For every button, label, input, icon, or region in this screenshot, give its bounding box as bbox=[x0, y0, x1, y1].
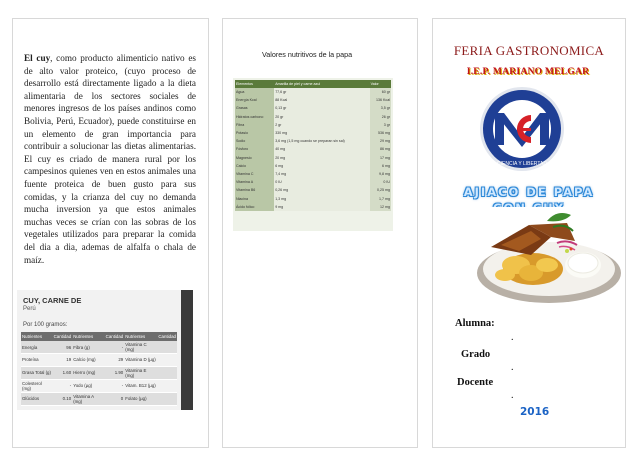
potato-table-cell: 29 mg bbox=[370, 137, 391, 145]
potato-table-cell: 88 Kcal bbox=[274, 96, 369, 104]
potato-table-title: Valores nutritivos de la papa bbox=[262, 50, 353, 59]
cuy-table-body bbox=[21, 341, 177, 405]
cuy-table-cell: Folato (µg) bbox=[124, 392, 157, 405]
potato-table-cell: Ácido fólico bbox=[235, 203, 274, 211]
potato-table-cell: Energía Kcal bbox=[235, 96, 274, 104]
potato-table-cell: Potasio bbox=[235, 129, 274, 137]
potato-table-cell: 26 gr bbox=[370, 113, 391, 121]
potato-table-cell: Vitamina B6 bbox=[235, 186, 274, 194]
potato-table-cell: Vitamina C bbox=[235, 170, 274, 178]
cuy-table-cell: - bbox=[105, 341, 125, 354]
year: 2016 bbox=[520, 406, 550, 418]
school-logo bbox=[479, 85, 565, 173]
potato-table-cell: 3,5 gr bbox=[370, 104, 391, 112]
potato-table-cell: 1,3 mg bbox=[274, 194, 369, 202]
potato-table-cell: 77,6 gr bbox=[274, 88, 369, 96]
potato-table-cell: 7,4 mg bbox=[274, 170, 369, 178]
logo-text: CIENCIA Y LIBERTAD bbox=[497, 161, 547, 167]
cuy-nutrition-table bbox=[21, 332, 177, 406]
potato-table-row bbox=[235, 137, 391, 145]
cuy-header: Nutrientes bbox=[21, 332, 53, 341]
potato-table-cell: 2 gr bbox=[274, 121, 369, 129]
intro-text: , como producto alimenticio nativo es de alto valor proteico, (cuyo proceso de desarrollo está directamente ligado a la dieta alimentaria de los sectores sociales de menores ingresos de los países andinos como Bolivia, Perú, Ecuador), puede constituirse en un elemento de gran importancia para contribuir a solucionar las dietas alimentarias. El cuy es criado de manera rural por los campesinos quienes ven en estos animales una fuente proteica de buen gusto para sus comidas, y la crianza del cuy no demanda mucha inversion ya que estos animales muchas veces se crían con las sobras de los vegetales utilizados para preparar la comida del dia a dia, ademas de alfalfa o chala de maíz. bbox=[24, 53, 196, 265]
potato-table-row bbox=[235, 113, 391, 121]
cuy-table-title: CUY, CARNE DE bbox=[23, 296, 82, 305]
potato-table-row bbox=[235, 186, 391, 194]
cuy-header: Cantidad bbox=[53, 334, 72, 339]
potato-table-row bbox=[235, 88, 391, 96]
potato-table-cell: 3 gr bbox=[370, 121, 391, 129]
potato-table-row bbox=[235, 121, 391, 129]
cuy-table-cell: 0.10 bbox=[53, 392, 73, 405]
event-title: FERIA GASTRONOMICA bbox=[453, 43, 605, 58]
potato-table-row bbox=[235, 104, 391, 112]
teacher-label: Docente bbox=[457, 377, 494, 388]
potato-table-row bbox=[235, 129, 391, 137]
potato-table-cell: 6 mg bbox=[274, 162, 369, 170]
cuy-table-cell: Hierro (mg) bbox=[72, 366, 104, 379]
cuy-table-cell bbox=[157, 379, 177, 392]
cuy-table-cell: - bbox=[53, 379, 73, 392]
potato-table-cell: Calcio bbox=[235, 162, 274, 170]
cuy-table-cell: Colesterol (mg) bbox=[21, 379, 53, 392]
intro-paragraph bbox=[24, 52, 196, 266]
potato-header: Amarilla de piel y carne azul bbox=[274, 80, 369, 88]
cuy-table-cell bbox=[157, 392, 177, 405]
dish-title-line1: AJIACO DE PAPA bbox=[463, 185, 595, 199]
potato-table-cell: 6 mg bbox=[370, 162, 391, 170]
potato-table-cell: Niacina bbox=[235, 194, 274, 202]
cuy-table-cell: 0 bbox=[105, 392, 125, 405]
potato-table-cell: 0 IU bbox=[370, 178, 391, 186]
cuy-table-row bbox=[21, 379, 177, 392]
cuy-table-cell: 29 bbox=[105, 354, 125, 367]
cuy-table-cell: Vitamina D (µg) bbox=[124, 354, 157, 367]
cuy-table-cell: 96 bbox=[53, 341, 73, 354]
cuy-header: Cantidad bbox=[105, 334, 124, 339]
cuy-table-cell: Glúcidos bbox=[21, 392, 53, 405]
potato-table-cell: 0,26 mg bbox=[274, 186, 369, 194]
potato-table-cell: 20 mg bbox=[274, 154, 369, 162]
potato-table-cell: 12 mg bbox=[370, 203, 391, 211]
potato-table-row bbox=[235, 154, 391, 162]
potato-table-cell: 330 mg bbox=[274, 129, 369, 137]
potato-table-cell: 536 mg bbox=[370, 129, 391, 137]
dish-photo bbox=[471, 207, 621, 307]
potato-table-body bbox=[235, 88, 391, 211]
potato-table-row bbox=[235, 178, 391, 186]
cuy-table-row bbox=[21, 354, 177, 367]
cuy-table-cell bbox=[157, 341, 177, 354]
potato-nutrition-card bbox=[233, 78, 393, 231]
cuy-header: Nutrientes bbox=[124, 332, 157, 341]
potato-table-row bbox=[235, 96, 391, 104]
potato-table-cell: 86 mg bbox=[370, 145, 391, 153]
potato-table-cell: 17 mg bbox=[370, 154, 391, 162]
cuy-table-cell: 1.90 bbox=[105, 366, 125, 379]
potato-table-cell: 60 gr bbox=[370, 88, 391, 96]
grade-field[interactable]: . bbox=[511, 362, 514, 373]
potato-table-cell: 3,6 mg (1,5 mg cuando se preparan sin sal) bbox=[274, 137, 369, 145]
potato-table-cell: Sodio bbox=[235, 137, 274, 145]
cuy-table-cell: Vitamina A (mg) bbox=[72, 392, 104, 405]
potato-table-row bbox=[235, 203, 391, 211]
student-label: Alumna: bbox=[455, 318, 495, 329]
student-field[interactable]: . bbox=[511, 332, 514, 343]
potato-table-cell: Hidratos carbono bbox=[235, 113, 274, 121]
potato-table-cell: 136 Kcal bbox=[370, 96, 391, 104]
potato-table-cell: 9,8 mg bbox=[370, 170, 391, 178]
potato-table-cell: Vitamina A bbox=[235, 178, 274, 186]
cuy-header: Cantidad bbox=[158, 334, 176, 339]
cuy-table-row bbox=[21, 341, 177, 354]
cuy-table-cell: Vitam. B12 (µg) bbox=[124, 379, 157, 392]
cuy-table-cell: Grasa Total (g) bbox=[21, 366, 53, 379]
school-name: I.E.P. MARIANO MELGAR bbox=[466, 66, 590, 77]
cuy-table-cell: - bbox=[105, 379, 125, 392]
cuy-table-per: Por 100 gramos: bbox=[23, 322, 68, 328]
cuy-table-cell: Vitamina E (mg) bbox=[124, 366, 157, 379]
grade-label: Grado bbox=[461, 349, 491, 360]
cuy-table-cell: Yodo (µg) bbox=[72, 379, 104, 392]
potato-table-cell: 40 mg bbox=[274, 145, 369, 153]
cuy-table-cell: Vitamina C (mg) bbox=[124, 341, 157, 354]
cuy-table-cell: Energía bbox=[21, 341, 53, 354]
cuy-table-row bbox=[21, 366, 177, 379]
potato-table-cell: 20 gr bbox=[274, 113, 369, 121]
potato-table-cell: Fósforo bbox=[235, 145, 274, 153]
cuy-nutrition-card bbox=[17, 290, 193, 410]
potato-table-cell: 0,25 mg bbox=[370, 186, 391, 194]
potato-table-row bbox=[235, 145, 391, 153]
potato-table-row bbox=[235, 170, 391, 178]
potato-table-row bbox=[235, 162, 391, 170]
potato-table-cell: Agua bbox=[235, 88, 274, 96]
cuy-table-cell: 19 bbox=[53, 354, 73, 367]
cuy-table-subtitle: Perú bbox=[23, 306, 36, 312]
potato-table-cell: Magnesio bbox=[235, 154, 274, 162]
cuy-table-cell: Proteína bbox=[21, 354, 53, 367]
potato-table-cell: Fibra bbox=[235, 121, 274, 129]
potato-table-cell: 0,13 gr bbox=[274, 104, 369, 112]
potato-table-cell: Grasas bbox=[235, 104, 274, 112]
potato-header: Valor bbox=[370, 80, 391, 88]
cuy-table-cell: 1.60 bbox=[53, 366, 73, 379]
potato-table-cell: 1,7 mg bbox=[370, 194, 391, 202]
cuy-table-cell: Fibra (g) bbox=[72, 341, 104, 354]
potato-table-row bbox=[235, 194, 391, 202]
cuy-table-cell bbox=[157, 354, 177, 367]
cuy-table-cell bbox=[157, 366, 177, 379]
cuy-table-cell: Calcio (mg) bbox=[72, 354, 104, 367]
potato-header: Elementos bbox=[235, 80, 274, 88]
potato-table-cell: 0 IU bbox=[274, 178, 369, 186]
cuy-table-row bbox=[21, 392, 177, 405]
teacher-field[interactable]: . bbox=[511, 390, 514, 401]
potato-nutrition-table bbox=[235, 80, 391, 211]
cuy-header: Nutrientes bbox=[72, 332, 104, 341]
intro-bold: El cuy bbox=[24, 53, 51, 63]
potato-table-cell: 9 mg bbox=[274, 203, 369, 211]
